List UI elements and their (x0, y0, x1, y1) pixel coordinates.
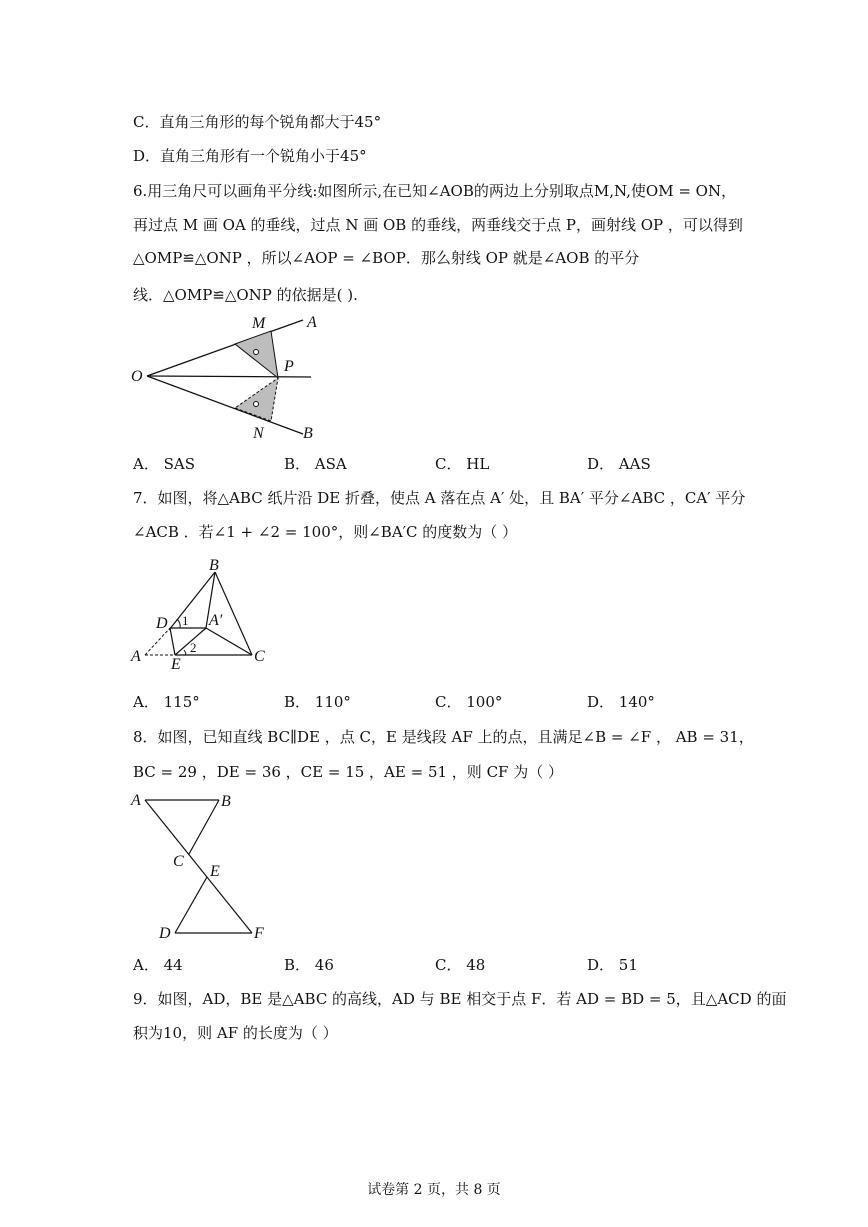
q7-angle2-arc (184, 650, 186, 655)
q9-text-line1: 9．如图，AD，BE 是△ABC 的高线，AD 与 BE 相交于点 F．若 AD = BD = 5，且△ACD 的面 (133, 990, 787, 1008)
q7-figure (125, 555, 275, 675)
q6-label-a: A (307, 314, 317, 331)
q6-text-line4: 线．△OMP≌△ONP 的依据是( ). (133, 286, 358, 304)
q7-label-c: C (254, 648, 265, 665)
q8-label-b: B (221, 793, 231, 810)
q8-option-b: B． 46 (284, 956, 334, 974)
q6-triangle-ruler-bottom (235, 378, 278, 421)
q8-option-d: D． 51 (587, 956, 638, 974)
q6-ray-ob (147, 376, 303, 434)
q6-text-line3: △OMP≌△ONP ，所以∠AOP = ∠BOP．那么射线 OP 就是∠AOB 的平分 (133, 249, 640, 267)
q6-option-a: A． SAS (133, 455, 195, 473)
q7-segment-ca1 (206, 628, 252, 655)
q7-label-a: A (131, 648, 141, 665)
q6-label-m: M (252, 315, 266, 332)
q6-label-n: N (253, 425, 264, 442)
q8-label-c: C (173, 853, 184, 870)
q7-label-d: D (156, 615, 168, 632)
q7-label-e: E (171, 656, 181, 673)
q7-option-b: B． 110° (284, 693, 351, 711)
q7-option-c: C． 100° (435, 693, 503, 711)
q8-label-f: F (254, 925, 264, 942)
q8-text-line1: 8．如图，已知直线 BC∥DE ，点 C，E 是线段 AF 上的点，且满足∠B = ∠F ， AB = 31， (133, 728, 754, 746)
q9-text-line2: 积为10，则 AF 的长度为（ ） (133, 1024, 338, 1042)
q7-dashed-ad (145, 628, 170, 655)
q8-segment-af (145, 800, 252, 933)
q8-figure (125, 786, 275, 946)
page-footer: 试卷第 2 页，共 8 页 (367, 1182, 501, 1198)
q6-option-c: C． HL (435, 455, 490, 473)
q6-ray-oa (147, 320, 303, 376)
q5-option-c: C．直角三角形的每个锐角都大于45° (133, 113, 382, 131)
q8-label-d: D (159, 925, 171, 942)
q7-text-line1: 7．如图，将△ABC 纸片沿 DE 折叠，使点 A 落在点 A′ 处，且 BA′ 平分∠ABC ，CA′ 平分 (133, 489, 746, 507)
q8-option-c: C． 48 (435, 956, 486, 974)
q5-option-d: D．直角三角形有一个锐角小于45° (133, 147, 367, 165)
q6-text-line1: 6.用三角尺可以画角平分线:如图所示,在已知∠AOB的两边上分别取点M,N,使OM = ON， (133, 182, 737, 200)
q7-label-b: B (209, 557, 219, 574)
q6-text-line2: 再过点 M 画 OA 的垂线，过点 N 画 OB 的垂线，两垂线交于点 P，画射线 OP ，可以得到 (133, 216, 743, 234)
q6-ruler-hole-bottom (254, 402, 259, 407)
q6-option-d: D． AAS (587, 455, 651, 473)
q8-option-a: A． 44 (133, 956, 183, 974)
q8-label-e: E (210, 863, 220, 880)
q8-text-line2: BC = 29 ，DE = 36 ，CE = 15 ，AE = 51 ，则 CF 为（ ） (133, 763, 563, 781)
q7-label-1: 1 (182, 613, 189, 628)
q6-label-o: O (131, 368, 143, 385)
q7-text-line2: ∠ACB ．若∠1 + ∠2 = 100°，则∠BA′C 的度数为（ ） (133, 523, 518, 541)
q7-angle1-arc (177, 619, 180, 628)
q6-figure (125, 308, 325, 448)
q6-ray-op (147, 376, 311, 377)
q7-label-2: 2 (190, 640, 197, 655)
q7-option-a: A． 115° (133, 693, 200, 711)
q8-segment-ed (175, 877, 207, 933)
q6-option-b: B． ASA (284, 455, 347, 473)
q7-label-a1: A′ (209, 612, 223, 629)
q6-label-b: B (303, 425, 313, 442)
q7-fold-de (170, 628, 175, 655)
q6-label-p: P (284, 358, 294, 375)
q8-label-a: A (131, 792, 141, 809)
q8-segment-bc (189, 800, 219, 854)
q7-option-d: D． 140° (587, 693, 655, 711)
q6-ruler-hole-top (254, 350, 259, 355)
